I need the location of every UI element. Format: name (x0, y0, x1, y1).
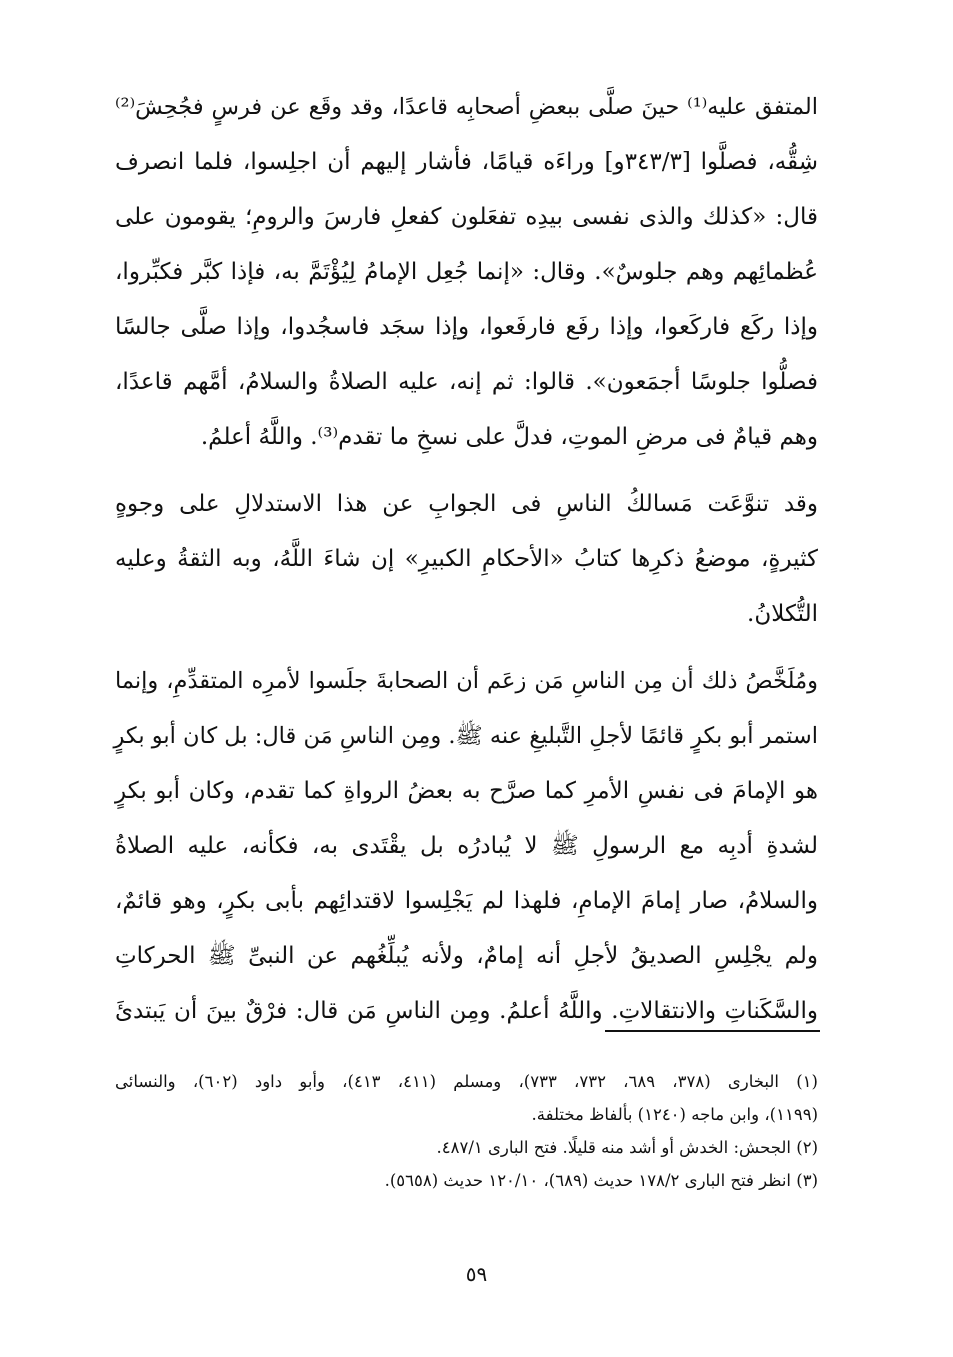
main-text (115, 80, 818, 1039)
text-line: شِقُّه، فصلَّوا [٣٤٣/٣و] وراءَه قيامًا، فأشار إليهم أن اجلِسوا، فلما انصرف (115, 149, 818, 175)
text-line: لشدةِ أدبِه مع الرسولِ ﷺ لا يُبادرُه بل يقْتَدى به، فكأنه، عليه الصلاةُ (115, 833, 818, 859)
text-line: هو الإمامَ فى نفسِ الأمرِ كما صرَّح به بعضُ الرواةِ كما تقدم، وكان أبو بكرٍ (115, 778, 818, 804)
footnotes (115, 1065, 818, 1197)
page-number: ٥٩ (465, 1262, 488, 1286)
paragraph-1 (115, 80, 818, 465)
text-line: ولم يجْلِسِ الصديقُ لأجلِ أنه إمامٌ، ولأنه يُبلِّغُهم عن النبىِّ ﷺ الحركاتِ (115, 943, 818, 969)
text-line: وقد تنوَّعَت مَسالكُ الناسِ فى الجوابِ عن هذا الاستدلالِ على وجوهٍ (115, 491, 818, 517)
text-line: ومُلَخَّصُ ذلك أن مِن الناسِ مَن زعَم أن الصحابةَ جلَسوا لأمرِه المتقدِّمِ، وإنما (115, 668, 818, 694)
footnote-3: (٣) انظر فتح البارى ١٧٨/٢ حديث (٦٨٩)، ١٢٠/١٠ حديث (٥٦٥٨). (384, 1171, 818, 1190)
text-line: فصلُّوا جلوسًا أجمَعون». قالوا: ثم إنه، عليه الصلاةُ والسلامُ، أمَّهم قاعدًا، (115, 369, 818, 395)
paragraph-3 (115, 654, 818, 1039)
text-line: قال: «كذلك والذى نفسى بيدِه تفعَلون كفعلِ فارسَ والرومِ؛ يقومون على (115, 204, 818, 230)
text-line: وإذا ركَع فاركَعوا، وإذا رفَع فارفَعوا، وإذا سجَد فاسجُدوا، وإذا صلَّى جالسًا (115, 314, 818, 340)
text-line: وهم قيامٌ فى مرضِ الموتِ، فدلَّ على نسخِ ما تقدم⁽³⁾. واللَّهُ أعلمُ. (200, 424, 818, 450)
footnote-1-continued: (١١٩٩)، وابن ماجه (١٢٤٠) بألفاظ مختلفة. (531, 1105, 818, 1124)
footnote-divider (605, 1030, 820, 1032)
footnote-1: (١) البخارى (٣٧٨، ٦٨٩، ٧٣٢، ٧٣٣)، ومسلم (٤١١، ٤١٣)، وأبو داود (٦٠٢)، والنسائى (115, 1072, 818, 1091)
text-line: والسَّكَناتِ والانتقالاتِ. واللَّهُ أعلمُ. ومِن الناسِ مَن قال: فرْقٌ بينَ أن يَبتدئَ (115, 998, 818, 1024)
footnote-2: (٢) الجحش: الخدش أو أشد منه قليلًا. فتح البارى ٤٨٧/١. (436, 1138, 818, 1157)
text-line: كثيرةٍ، موضعُ ذكرِها كتابُ «الأحكامِ الكبيرِ» إن شاءَ اللَّهُ، وبه الثقةُ وعليه (115, 546, 818, 572)
paragraph-2 (115, 477, 818, 642)
text-line: المتفق عليه⁽¹⁾ حينَ صلَّى ببعضِ أصحابِه قاعدًا، وقد وقَع عن فرسٍ فجُحِشَ⁽²⁾ (115, 94, 818, 120)
text-line: عُظمائِهم وهم جلوسٌ». وقال: «إنما جُعِل الإمامُ لِيُؤْتَمَّ به، فإذا كبَّر فكبِّروا، (115, 259, 818, 285)
text-line: والسلامُ، صار إمامَ الإمامِ، فلهذا لم يَجْلِسوا لاقتدائِهم بأبى بكرٍ، وهو قائمٌ، (115, 888, 818, 914)
text-line: استمر أبو بكرٍ قائمًا لأجلِ التَّبليغِ عنه ﷺ. ومِن الناسِ مَن قال: بل كان أبو بكرٍ (113, 723, 818, 749)
text-line: التُّكلانُ. (747, 601, 818, 627)
